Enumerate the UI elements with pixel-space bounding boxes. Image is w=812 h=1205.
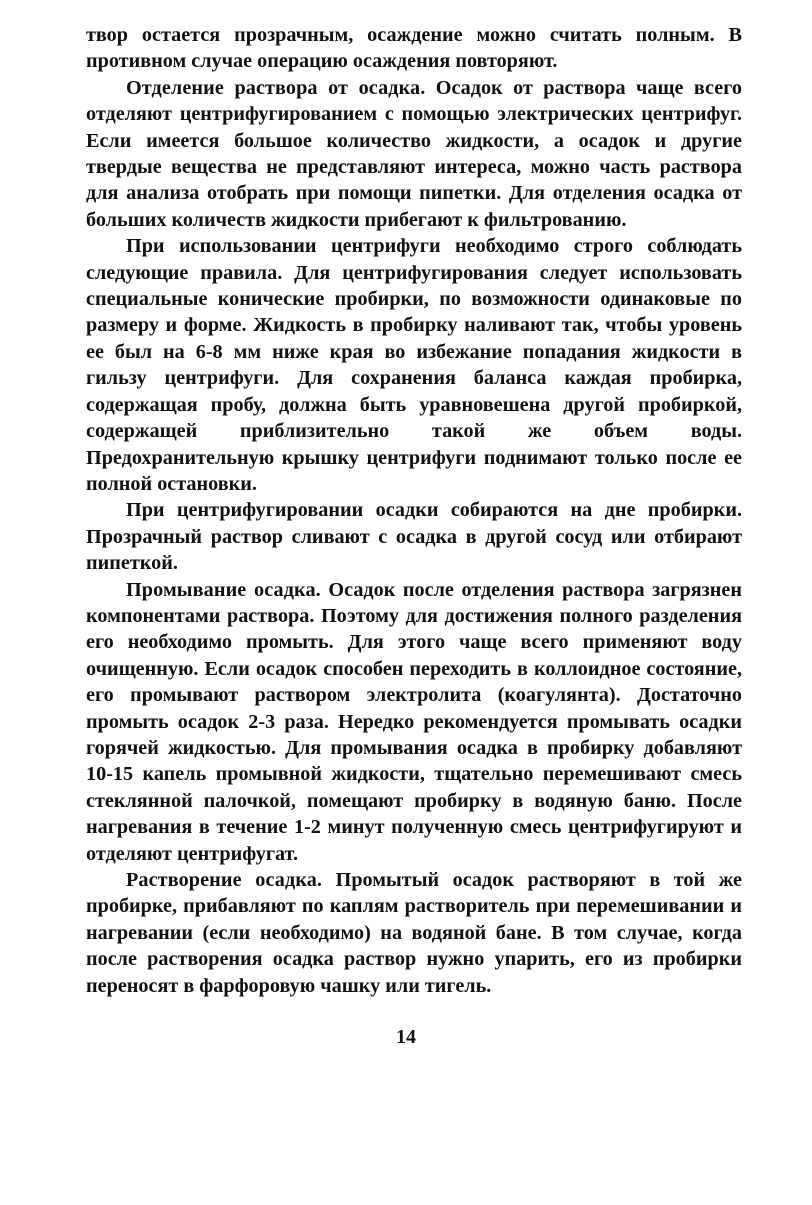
paragraph-centrifuging (86, 497, 742, 576)
paragraph-washing (86, 577, 742, 867)
paragraph-separation (86, 75, 742, 233)
section-heading-dissolving: Растворение осадка. (126, 869, 323, 891)
paragraph-text: При использовании центрифуги необходимо строго соблюдать следующие правила. Для центрифугирования следует использовать специальные конические пробирки, по возможности одинаковые по размеру и форме. Жидкость в пробирку наливают так, чтобы уровень ее был на 6-8 мм ниже края во избежание попадания жидкости в гильзу центрифуги. Для сохранения баланса каждая пробирка, содержащая пробу, должна быть уравновешена другой пробиркой, содержащей приблизительно такой же объем воды. Предохранительную крышку центрифуги поднимают только после ее полной остановки. (86, 235, 742, 495)
page-number: 14 (396, 1026, 416, 1048)
section-heading-washing: Промывание осадка. (126, 578, 321, 601)
section-heading-separation: Отделение раствора от осадка. (126, 76, 426, 99)
paragraph-centrifuge-rules (86, 233, 742, 497)
paragraph-text: Осадок после отделения раствора загрязнен компонентами раствора. Поэтому для достижения полного разделения его необходимо промыть. Для этого чаще всего применяют воду очищенную. Если осадок способен переходить в коллоидное состояние, его промывают раствором электролита (коагулянта). Достаточно промыть осадок 2-3 раза. Нередко рекомендуется промывать осадки горячей жидкостью. Для промывания осадка в пробирку добавляют 10-15 капель промывной жидкости, тщательно перемешивают смесь стеклянной палочкой, помещают пробирку в водяную баню. После нагревания в течение 1-2 минут полученную смесь центрифугируют и отделяют центрифугат. (86, 578, 742, 865)
paragraph-text: Промытый осадок растворяют в той же пробирке, прибавляют по каплям растворитель при перемешивании и нагревании (если необходимо) на водяной бане. В том случае, когда после растворения осадка раствор нужно упарить, его из пробирки переносят в фарфоровую чашку или тигель. (86, 869, 743, 997)
paragraph-text: При центрифугировании осадки собираются на дне пробирки. Прозрачный раствор сливают с осадка в другой сосуд или отбирают пипеткой. (86, 499, 742, 575)
paragraph-text: Осадок от раствора чаще всего отделяют центрифугированием с помощью электрических центрифуг. Если имеется большое количество жидкости, а осадок и другие твердые вещества не представляют интереса, можно часть раствора для анализа отобрать при помощи пипетки. Для отделения осадка от больших количеств жидкости прибегают к фильтрованию. (86, 76, 742, 231)
paragraph-dissolving (86, 867, 742, 999)
paragraph-text: твор остается прозрачным, осаждение можно считать полным. В противном случае операцию осаждения повторяют. (86, 24, 742, 73)
page-body (86, 22, 742, 999)
paragraph-continuation (86, 22, 742, 75)
